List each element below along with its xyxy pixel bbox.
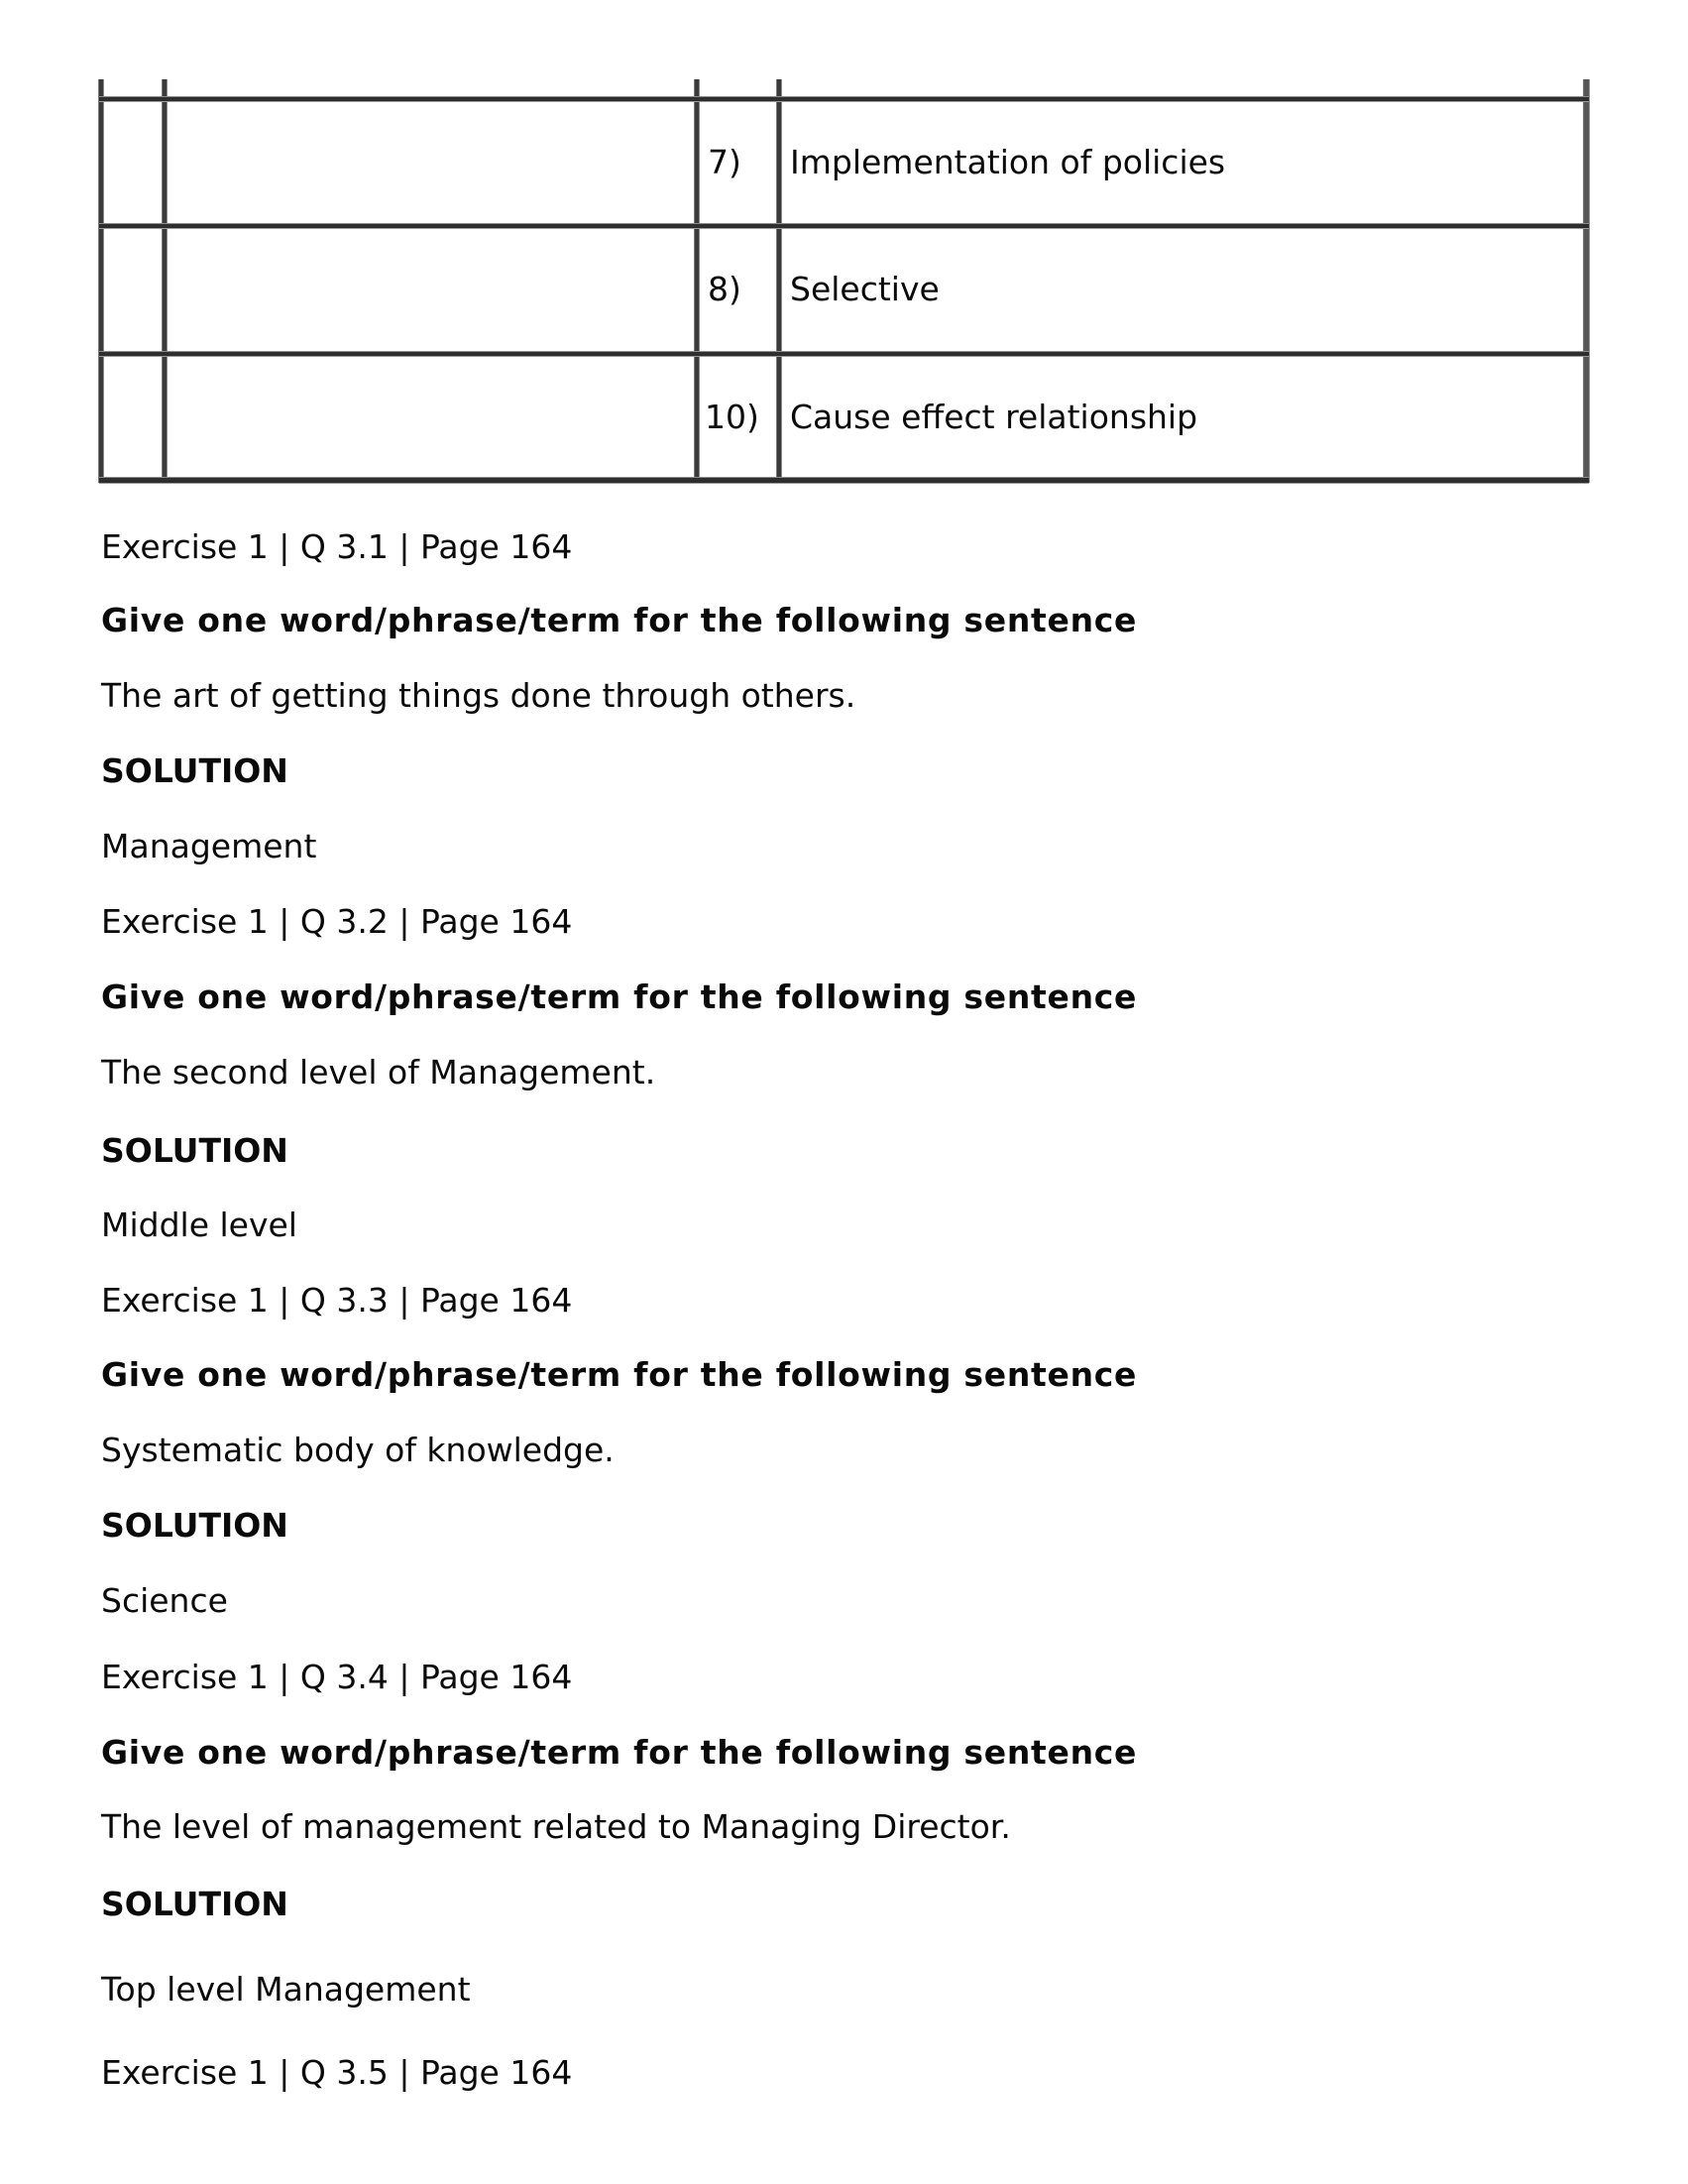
cell-right-number: 7)	[708, 143, 741, 181]
solution-label: SOLUTION	[101, 1506, 288, 1545]
question-text: Systematic body of knowledge.	[101, 1431, 615, 1469]
question-instruction: Give one word/phrase/term for the following sentence	[101, 977, 1138, 1016]
question-instruction: Give one word/phrase/term for the following sentence	[101, 1355, 1138, 1394]
cell-right-number: 8)	[708, 270, 741, 308]
question-instruction: Give one word/phrase/term for the following sentence	[101, 601, 1138, 639]
solution-answer: Management	[101, 827, 317, 865]
question-text: The art of getting things done through others.	[101, 676, 856, 715]
table-column-divider-3	[777, 79, 781, 483]
question-instruction: Give one word/phrase/term for the following sentence	[101, 1733, 1138, 1772]
table-border-left	[99, 79, 103, 483]
solution-answer: Middle level	[101, 1206, 297, 1244]
question-reference: Exercise 1 | Q 3.1 | Page 164	[101, 527, 573, 566]
cell-right-text: Selective	[790, 270, 940, 308]
solution-answer: Science	[101, 1581, 228, 1620]
table-border-right	[1584, 79, 1589, 483]
solution-answer: Top level Management	[101, 1970, 471, 2009]
cell-right-text: Cause effect relationship	[790, 398, 1198, 436]
question-text: The level of management related to Managing Director.	[101, 1807, 1011, 1846]
solution-label: SOLUTION	[101, 1885, 288, 1923]
question-text: The second level of Management.	[101, 1053, 656, 1092]
table-row-divider	[99, 97, 1589, 101]
table-row-divider	[99, 352, 1589, 356]
question-reference: Exercise 1 | Q 3.3 | Page 164	[101, 1281, 573, 1320]
solution-label: SOLUTION	[101, 751, 288, 790]
table-column-divider-2	[695, 79, 699, 483]
question-reference: Exercise 1 | Q 3.2 | Page 164	[101, 902, 573, 941]
question-reference: Exercise 1 | Q 3.5 | Page 164	[101, 2053, 573, 2092]
table-column-divider-1	[163, 79, 167, 483]
cell-right-number: 10)	[705, 398, 759, 436]
table-border-bottom	[99, 478, 1589, 483]
cell-right-text: Implementation of policies	[790, 143, 1226, 181]
question-reference: Exercise 1 | Q 3.4 | Page 164	[101, 1658, 573, 1696]
table-row-divider	[99, 224, 1589, 228]
solution-label: SOLUTION	[101, 1131, 288, 1170]
